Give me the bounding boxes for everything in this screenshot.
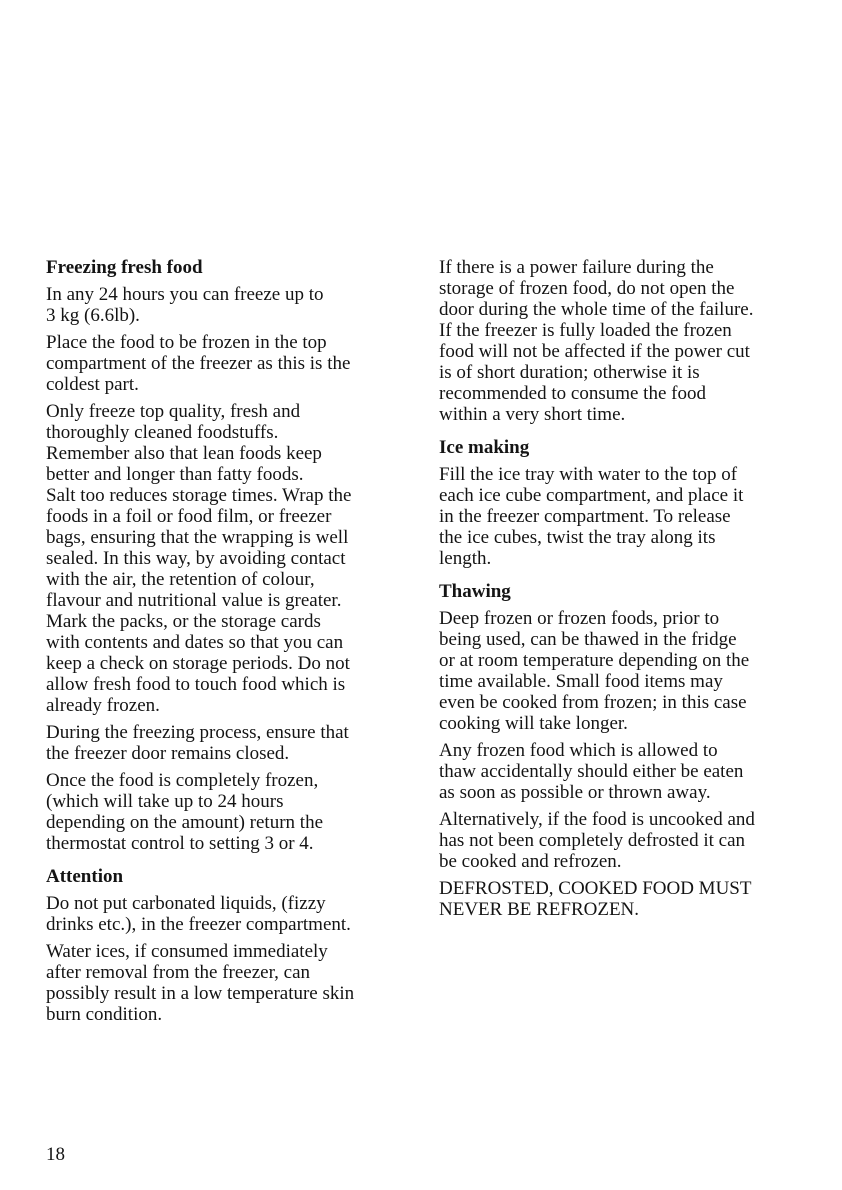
thawing-warning: DEFROSTED, COOKED FOOD MUST NEVER BE REFROZEN.	[439, 878, 752, 920]
freezing-section	[46, 257, 418, 854]
page-number: 18	[46, 1144, 65, 1165]
left-column	[46, 257, 418, 1037]
ice-making-paragraph: Fill the ice tray with water to the top of each ice cube compartment, and place it in the freezer compartment. To release the ice cubes, twist the tray along its length.	[439, 464, 744, 569]
thawing-section	[439, 581, 813, 920]
thawing-paragraph-3: Alternatively, if the food is uncooked and has not been completely defrosted it can be cooked and refrozen.	[439, 809, 755, 872]
power-failure-section	[439, 257, 813, 425]
thawing-heading: Thawing	[439, 581, 511, 602]
thawing-paragraph-1: Deep frozen or frozen foods, prior to being used, can be thawed in the fridge or at room temperature depending on the time available. Small food items may even be cooked from frozen; in this case cooking will take longer.	[439, 608, 750, 734]
freezing-paragraph-1: In any 24 hours you can freeze up to 3 kg (6.6lb).	[46, 284, 324, 326]
attention-paragraph-2: Water ices, if consumed immediately after removal from the freezer, can possibly result in a low temperature skin burn condition.	[46, 941, 355, 1025]
ice-making-heading: Ice making	[439, 437, 530, 458]
attention-paragraph-1: Do not put carbonated liquids, (fizzy drinks etc.), in the freezer compartment.	[46, 893, 351, 935]
freezing-heading: Freezing fresh food	[46, 257, 203, 278]
freezing-paragraph-4: During the freezing process, ensure that the freezer door remains closed.	[46, 722, 349, 764]
freezing-paragraph-5: Once the food is completely frozen, (which will take up to 24 hours depending on the amount) return the thermostat control to setting 3 or 4.	[46, 770, 324, 854]
attention-heading: Attention	[46, 866, 124, 887]
freezing-paragraph-3: Only freeze top quality, fresh and thoroughly cleaned foodstuffs. Remember also that lean foods keep better and longer than fatty foods. Salt too reduces storage times. Wrap the foods in a foil or food film, or freezer bags, ensuring that the wrapping is well sealed. In this way, by avoiding contact with the air, the retention of colour, flavour and nutritional value is greater. Mark the packs, or the storage cards with contents and dates so that you can keep a check on storage periods. Do not allow fresh food to touch food which is already frozen.	[46, 401, 352, 716]
power-failure-paragraph: If there is a power failure during the storage of frozen food, do not open the door during the whole time of the failure. If the freezer is fully loaded the frozen food will not be affected if the power cut is of short duration; otherwise it is recommended to consume the food within a very short time.	[439, 257, 754, 425]
thawing-paragraph-2: Any frozen food which is allowed to thaw accidentally should either be eaten as soon as possible or thrown away.	[439, 740, 744, 803]
right-column	[439, 257, 813, 932]
freezing-paragraph-2: Place the food to be frozen in the top compartment of the freezer as this is the coldest part.	[46, 332, 351, 395]
ice-making-section	[439, 437, 813, 569]
attention-section	[46, 866, 418, 1025]
